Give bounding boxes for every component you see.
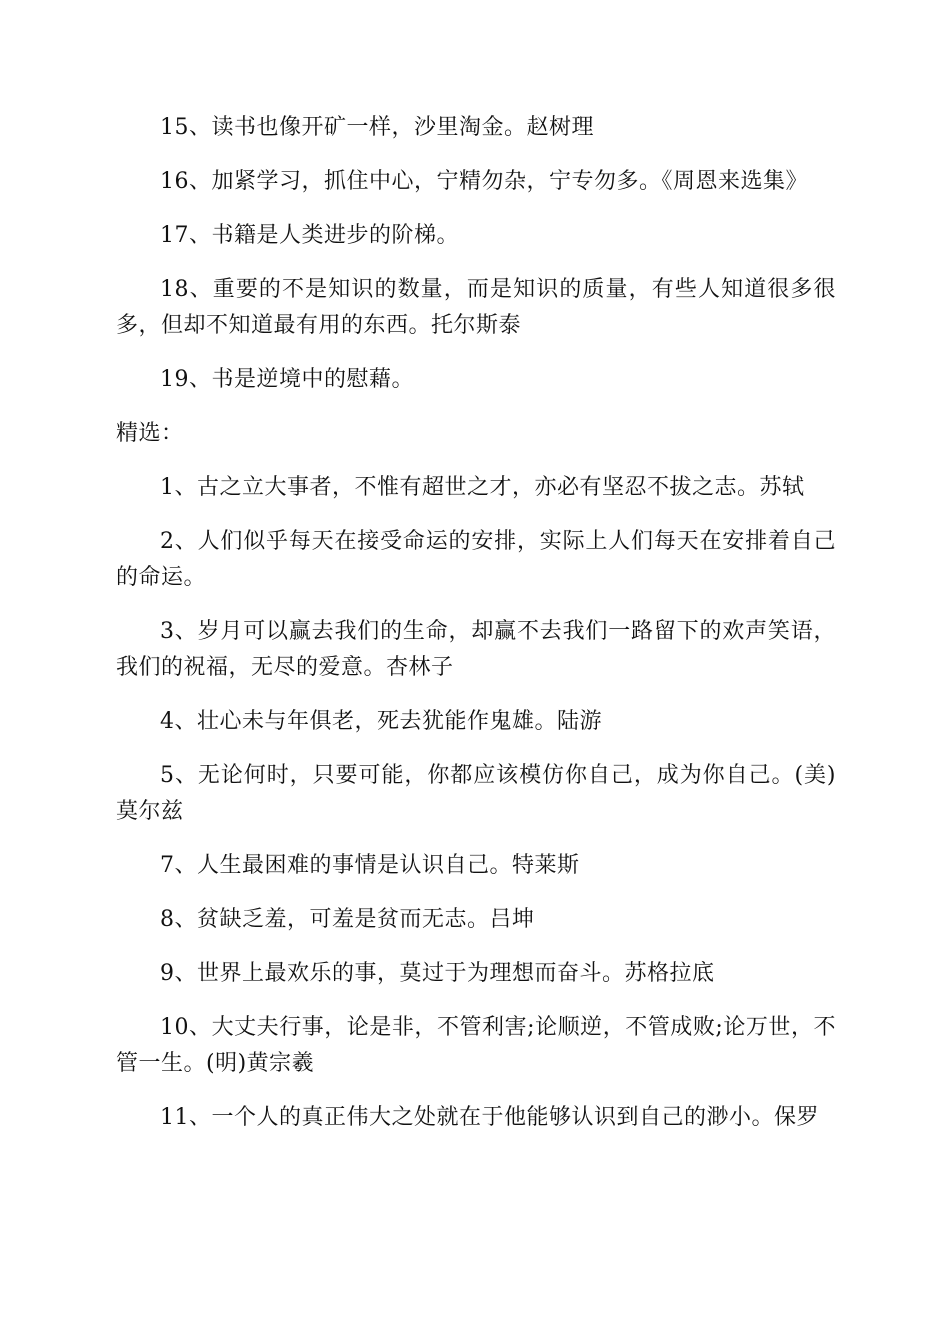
section-heading: 精选：: [116, 421, 184, 446]
paragraph-quote-18: 18、重要的不是知识的数量，而是知识的质量，有些人知道很多很多，但却不知道最有用的东西。托尔斯泰: [116, 277, 836, 338]
paragraph-quote-15: 15、读书也像开矿一样，沙里淘金。赵树理: [160, 115, 594, 140]
document-body: [116, 110, 836, 1154]
paragraph-quote-3: 3、岁月可以赢去我们的生命，却赢不去我们一路留下的欢声笑语，我们的祝福，无尽的爱意。杏林子: [116, 619, 836, 680]
paragraph-quote-7: 7、人生最困难的事情是认识自己。特莱斯: [160, 853, 580, 878]
paragraph-quote-16: 16、加紧学习，抓住中心，宁精勿杂，宁专勿多。《周恩来选集》: [160, 169, 808, 194]
paragraph-quote-19: 19、书是逆境中的慰藉。: [160, 367, 414, 392]
paragraph-quote-5: 5、无论何时，只要可能，你都应该模仿你自己，成为你自己。(美)莫尔兹: [116, 763, 836, 824]
paragraph-quote-10: 10、大丈夫行事，论是非，不管利害;论顺逆，不管成败;论万世，不管一生。(明)黄宗羲: [116, 1015, 836, 1076]
paragraph-quote-11: 11、一个人的真正伟大之处就在于他能够认识到自己的渺小。保罗: [160, 1105, 819, 1130]
paragraph-quote-9: 9、世界上最欢乐的事，莫过于为理想而奋斗。苏格拉底: [160, 961, 715, 986]
paragraph-quote-8: 8、贫缺乏羞，可羞是贫而无志。吕坤: [160, 907, 535, 932]
paragraph-quote-1: 1、古之立大事者，不惟有超世之才，亦必有坚忍不拔之志。苏轼: [160, 475, 805, 500]
paragraph-quote-17: 17、书籍是人类进步的阶梯。: [160, 223, 459, 248]
paragraph-quote-2: 2、人们似乎每天在接受命运的安排，实际上人们每天在安排着自己的命运。: [116, 529, 836, 590]
paragraph-quote-4: 4、壮心未与年俱老，死去犹能作鬼雄。陆游: [160, 709, 602, 734]
